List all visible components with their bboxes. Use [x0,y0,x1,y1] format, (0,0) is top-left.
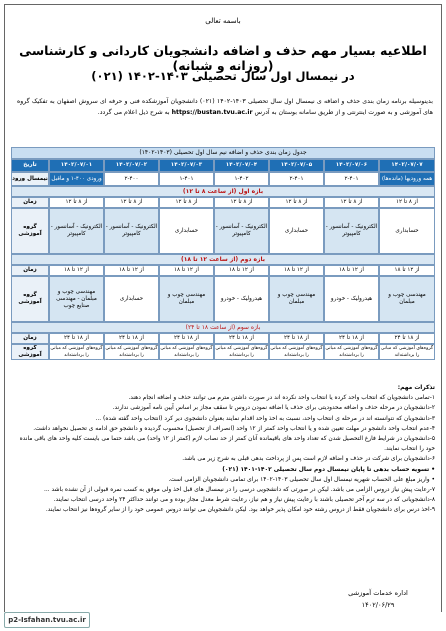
group-label: گروه آموزشی [11,276,49,322]
date-cell: ۱۴۰۲/۰۷/۰۴ [214,159,269,172]
group-cell: گروه‌های آموزشی که مبانی را برداشته‌اند [105,346,158,358]
time-cell: از ۱۸ تا ۲۴ [159,333,214,344]
time-cell: از ۱۲ تا ۱۸ [49,265,104,276]
slot3-time-row [11,333,435,344]
schedule-caption: جدول زمان بندی حذف و اضافه نیم سال اول تحصیلی (۱۴۰۳-۱۴۰۲) [11,147,435,159]
entry-label: نیمسال ورود [11,172,49,186]
slot3-group-row [11,344,435,360]
bustan-url-link[interactable]: https://bustan.tvu.ac.ir [171,108,253,116]
intro-text-end: به شرح ذیل اعلام می گردد. [97,108,170,116]
time-cell: از ۱۲ تا ۱۸ [159,265,214,276]
note-item: ۱-تمامی دانشجویان که انتخاب واحد کرده یا انتخاب واحد نکرده اند در صورت داشتن مترم می توانند حذف و اضافه انجام دهند. [128,395,435,402]
slot-band-3: بازه سوم (از ساعت ۱۸ تا ۲۴) [11,322,435,333]
time-cell: از ۱۲ تا ۱۸ [379,265,435,276]
time-cell: از ۸ تا ۱۲ [104,197,159,208]
slot2-group-row [11,276,435,322]
group-cell: گروه‌های آموزشی که مبانی را برداشته‌اند [160,346,213,358]
group-cell: گروه‌های آموزشی که مبانی را برداشته‌اند [380,346,434,358]
date-cell: ۱۴۰۲/۰۷/۰۱ [49,159,104,172]
entry-cell: ۱-۴۰۱ [159,172,214,186]
time-cell: از ۸ تا ۱۲ [214,197,269,208]
note-item: ۷-رعایت پیش نیاز دروس الزامی می باشد. لیکن در صورتی که دانشجویی درسی را در نیمسال های قبل اخذ ولی موفق به کسب نمره قبولی از آن نشده باشد ... [44,487,435,494]
group-cell: حسابداری [159,208,214,254]
time-cell: از ۱۲ تا ۱۸ [269,265,324,276]
time-cell: از ۱۲ تا ۱۸ [324,265,379,276]
footer-bar [4,612,442,630]
slot-band-2: بازه دوم (از ساعت ۱۲ تا ۱۸) [11,254,435,265]
slot-band-1: بازه اول (از ساعت ۸ تا ۱۲) [11,186,435,197]
intro-paragraph [17,97,433,118]
slot1-time-row [11,197,435,208]
time-cell: از ۱۲ تا ۱۸ [104,265,159,276]
page-title: اطلاعیه بسیار مهم حذف و اضافه دانشجویان کاردانی و کارشناسی (روزانه و شبانه) [19,43,427,73]
time-cell: از ۸ تا ۱۲ [379,197,435,208]
page-subtitle: در نیمسال اول سال تحصیلی ۱۴۰۳-۱۴۰۲ (۰۲۱) [91,69,355,83]
time-cell: از ۸ تا ۱۲ [49,197,104,208]
group-cell: گروه‌های آموزشی که مبانی را برداشته‌اند [325,346,378,358]
date-label: تاریخ [11,159,49,172]
group-cell: الکترونیک - آسانسور - کامپیوتر [104,208,159,254]
time-cell: از ۱۸ تا ۲۴ [49,333,104,344]
group-cell: الکترونیک - آسانسور - کامپیوتر [324,208,379,254]
group-label: گروه آموزشی [11,208,49,254]
group-cell: حسابداری [104,276,159,322]
group-cell: مهندسی چوب و مبلمان - مهندسی صنایع چوب [49,276,104,322]
date-cell: ۱۴۰۲/۰۷/۰۷ [379,159,435,172]
note-item: • تسویه حساب بدهی تا پایان نیمسال دوم سال تحصیلی ۱۴۰۲-۱۴۰۱ (۰۲۱) [222,466,435,473]
entry-cell: ۲-۴۰۱ [324,172,379,186]
time-cell: از ۸ تا ۱۲ [324,197,379,208]
time-cell: از ۱۸ تا ۲۴ [379,333,435,344]
note-item: ۶-دانشجویان برای شرکت در حذف و اضافه لازم است پس از پرداخت بدهی قبلی به شرح زیر می باشد. [182,456,435,463]
note-item: ۵-دانشجویان در شرایط فارغ التحصیل شدن که تعداد واحد های باقیمانده آنان کمتر از حد نصاب لازم (کمتر از ۱۲ واحد) می باشد حتما می بایست کلیه واحد های باقی مانده خود را انتخاب نمایند. [19,436,435,453]
group-cell: الکترونیک - آسانسور - کامپیوتر [49,208,104,254]
entry-cell: ورودی ۴۰۰-۱ و ماقبل [49,172,104,186]
group-cell: گروه‌های آموزشی که مبانی را برداشته‌اند [270,346,323,358]
date-cell: ۱۴۰۲/۰۷/۰۵ [269,159,324,172]
note-item: • واریز مبلغ علی الحساب شهریه نیمسال اول سال تحصیلی ۱۴۰۳-۱۴۰۲ برای تمامی دانشجویان الزامی است. [168,476,435,483]
group-cell: گروه‌های آموزشی که مبانی را برداشته‌اند [50,346,103,358]
group-cell: حسابداری [269,208,324,254]
date-cell: ۱۴۰۲/۰۷/۰۶ [324,159,379,172]
time-cell: از ۱۲ تا ۱۸ [214,265,269,276]
signature-date: ۱۴۰۲/۰۶/۲۹ [361,601,395,609]
intro-text: بدینوسیله برنامه زمان بندی حذف و اضافه ی نیمسال اول سال تحصیلی ۱۴۰۳-۱۴۰۲ (۰۲۱) دانشجویان آموزشکده فنی و حرفه ای سروش اصفهان به تفکیک گروه های آموزشی و به صورت اینترنتی و از طریق سامانه بوستان به آدرس [17,98,433,116]
group-cell: گروه‌های آموزشی که مبانی را برداشته‌اند [215,346,268,358]
group-cell: الکترونیک - آسانسور - کامپیوتر [214,208,269,254]
date-cell: ۱۴۰۲/۰۷/۰۳ [159,159,214,172]
time-label: زمان [11,333,49,344]
group-cell: حسابداری [379,208,435,254]
entry-cell: همه ورودیها (مانده‌ها) [379,172,435,186]
time-label: زمان [11,265,49,276]
slot1-group-row [11,208,435,254]
note-item: ۳-دانشجویان که نتوانسته اند در مرحله ی انتخاب واحد، نسبت به اخذ واحد اقدام نمایند بعنوان دانشجوی دیر کرد (انتخاب واحد گفته شده) ... [95,415,435,422]
date-cell: ۱۴۰۲/۰۷/۰۲ [104,159,159,172]
slot2-time-row [11,265,435,276]
time-cell: از ۸ تا ۱۲ [269,197,324,208]
site-watermark: p2-Isfahan.tvu.ac.ir [4,612,90,628]
group-cell: مهندسی چوب و مبلمان [379,276,435,322]
time-cell: از ۱۸ تا ۲۴ [269,333,324,344]
entry-cell: ۲-۴۰۰ [104,172,159,186]
group-cell: مهندسی چوب و مبلمان [269,276,324,322]
announcement-page [4,4,442,622]
entry-cell: ۱-۴۰۲ [214,172,269,186]
entry-cell: ۲-۴۰۱ [269,172,324,186]
notes-heading: تذکرات مهم: [397,385,435,391]
group-label: گروه آموزشی [11,344,49,360]
group-cell: هیدرولیک - خودرو [324,276,379,322]
time-cell: از ۱۸ تا ۲۴ [324,333,379,344]
note-item: ۹-اخذ درس برای دانشجویان فقط از دروس رشته خود امکان پذیر خواهد بود. لیکن دانشجویان می توانند دروس عمومی خود را از سایر گروه‌ها نیز انتخاب نمایند. [45,507,435,514]
time-cell: از ۱۸ تا ۲۴ [104,333,159,344]
group-cell: هیدرولیک - خودرو [214,276,269,322]
entry-row [11,172,435,186]
signature-office: اداره خدمات آموزشی [348,589,408,597]
note-item: ۸-دانشجویانی که در سه ترم آخر تحصیلی باشند با رعایت پیش نیاز و هم نیاز، رعایت شرط معدل مجاز بوده و می توانند حداکثر ۲۴ واحد درسی انتخاب نمایند. [53,497,435,504]
time-cell: از ۸ تا ۱۲ [159,197,214,208]
signature-block [343,587,413,611]
schedule-table [11,147,435,360]
note-item: ۴-عدم انتخاب واحد دانشجو در مهلت تعیین شده و یا انتخاب واحد کمتر از ۱۲ واحد (انصراف از تحصیل) محسوب گردیده و دانشجو حق ادامه ی تحصیل نخواهد داشت. [33,425,435,432]
time-label: زمان [11,197,49,208]
note-item: ۲-دانشجویان در مرحله حذف و اضافه محدودیتی برای حذف یا اضافه نمودن دروس تا سقف مجاز بر اساس آیین نامه آموزشی ندارند. [112,405,435,412]
time-cell: از ۱۸ تا ۲۴ [214,333,269,344]
bismillah: باسمه تعالی [205,17,241,25]
date-row [11,159,435,172]
group-cell: مهندسی چوب و مبلمان [159,276,214,322]
notes-section [13,383,435,516]
